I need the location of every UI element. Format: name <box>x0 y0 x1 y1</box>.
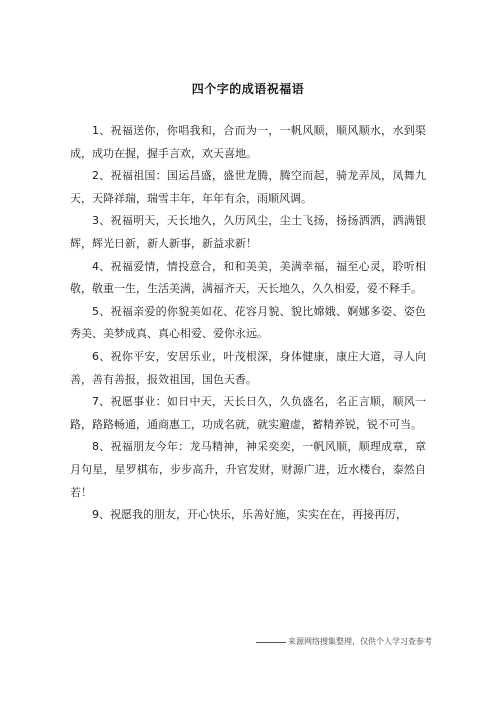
paragraph-4: 4、祝福爱情，情投意合，和和美美，美满幸福，福至心灵，聆听相敬，敬重一生，生活美满，满福齐天，天长地久，久久相爱，爱不释手。 <box>70 259 426 296</box>
paragraph-8: 8、祝福朋友今年：龙马精神，神采奕奕，一帆风顺，顺理成章，章月句星，星罗棋布，步步高升，升官发财，财源广进，近水楼台，泰然自若！ <box>70 440 426 499</box>
paragraph-3: 3、祝福明天，天长地久，久历风尘，尘土飞扬，扬扬洒洒，洒满银辉，辉光日新，新人新事，新益求新！ <box>70 214 426 250</box>
paragraph-6: 6、祝你平安，安居乐业，叶茂根深，身体健康，康庄大道，寻人向善，善有善报，报效祖国，国色天香。 <box>70 349 426 386</box>
paragraph-1: 1、祝福送你，你唱我和，合而为一，一帆风顺，顺风顺水，水到渠成，成功在握，握手言欢，欢天喜地。 <box>70 124 426 160</box>
footer-rule <box>256 642 286 643</box>
page-footer <box>256 636 432 647</box>
document-title: 四个字的成语祝福语 <box>191 82 305 96</box>
paragraph-7: 7、祝愿事业：如日中天，天长日久，久负盛名，名正言顺，顺风一路，路路畅通，通商惠工，功成名就，就实避虚，蓄精养锐，锐不可当。 <box>70 395 426 431</box>
paragraph-2: 2、祝福祖国：国运昌盛，盛世龙腾，腾空而起，骑龙弄凤，凤舞九天，天降祥瑞，瑞雪丰年，年年有余，雨顺风调。 <box>70 169 426 205</box>
paragraph-9: 9、祝愿我的朋友，开心快乐，乐善好施，实实在在，再接再厉， <box>92 508 407 522</box>
footer-text: 来源网络搜集整理，仅供个人学习查参考 <box>288 637 432 646</box>
document-body <box>70 120 426 527</box>
paragraph-5: 5、祝福亲爱的你貌美如花、花容月貌、貌比嫦娥、婀娜多姿、姿色秀美、美梦成真、真心相爱、爱你永远。 <box>70 304 426 341</box>
